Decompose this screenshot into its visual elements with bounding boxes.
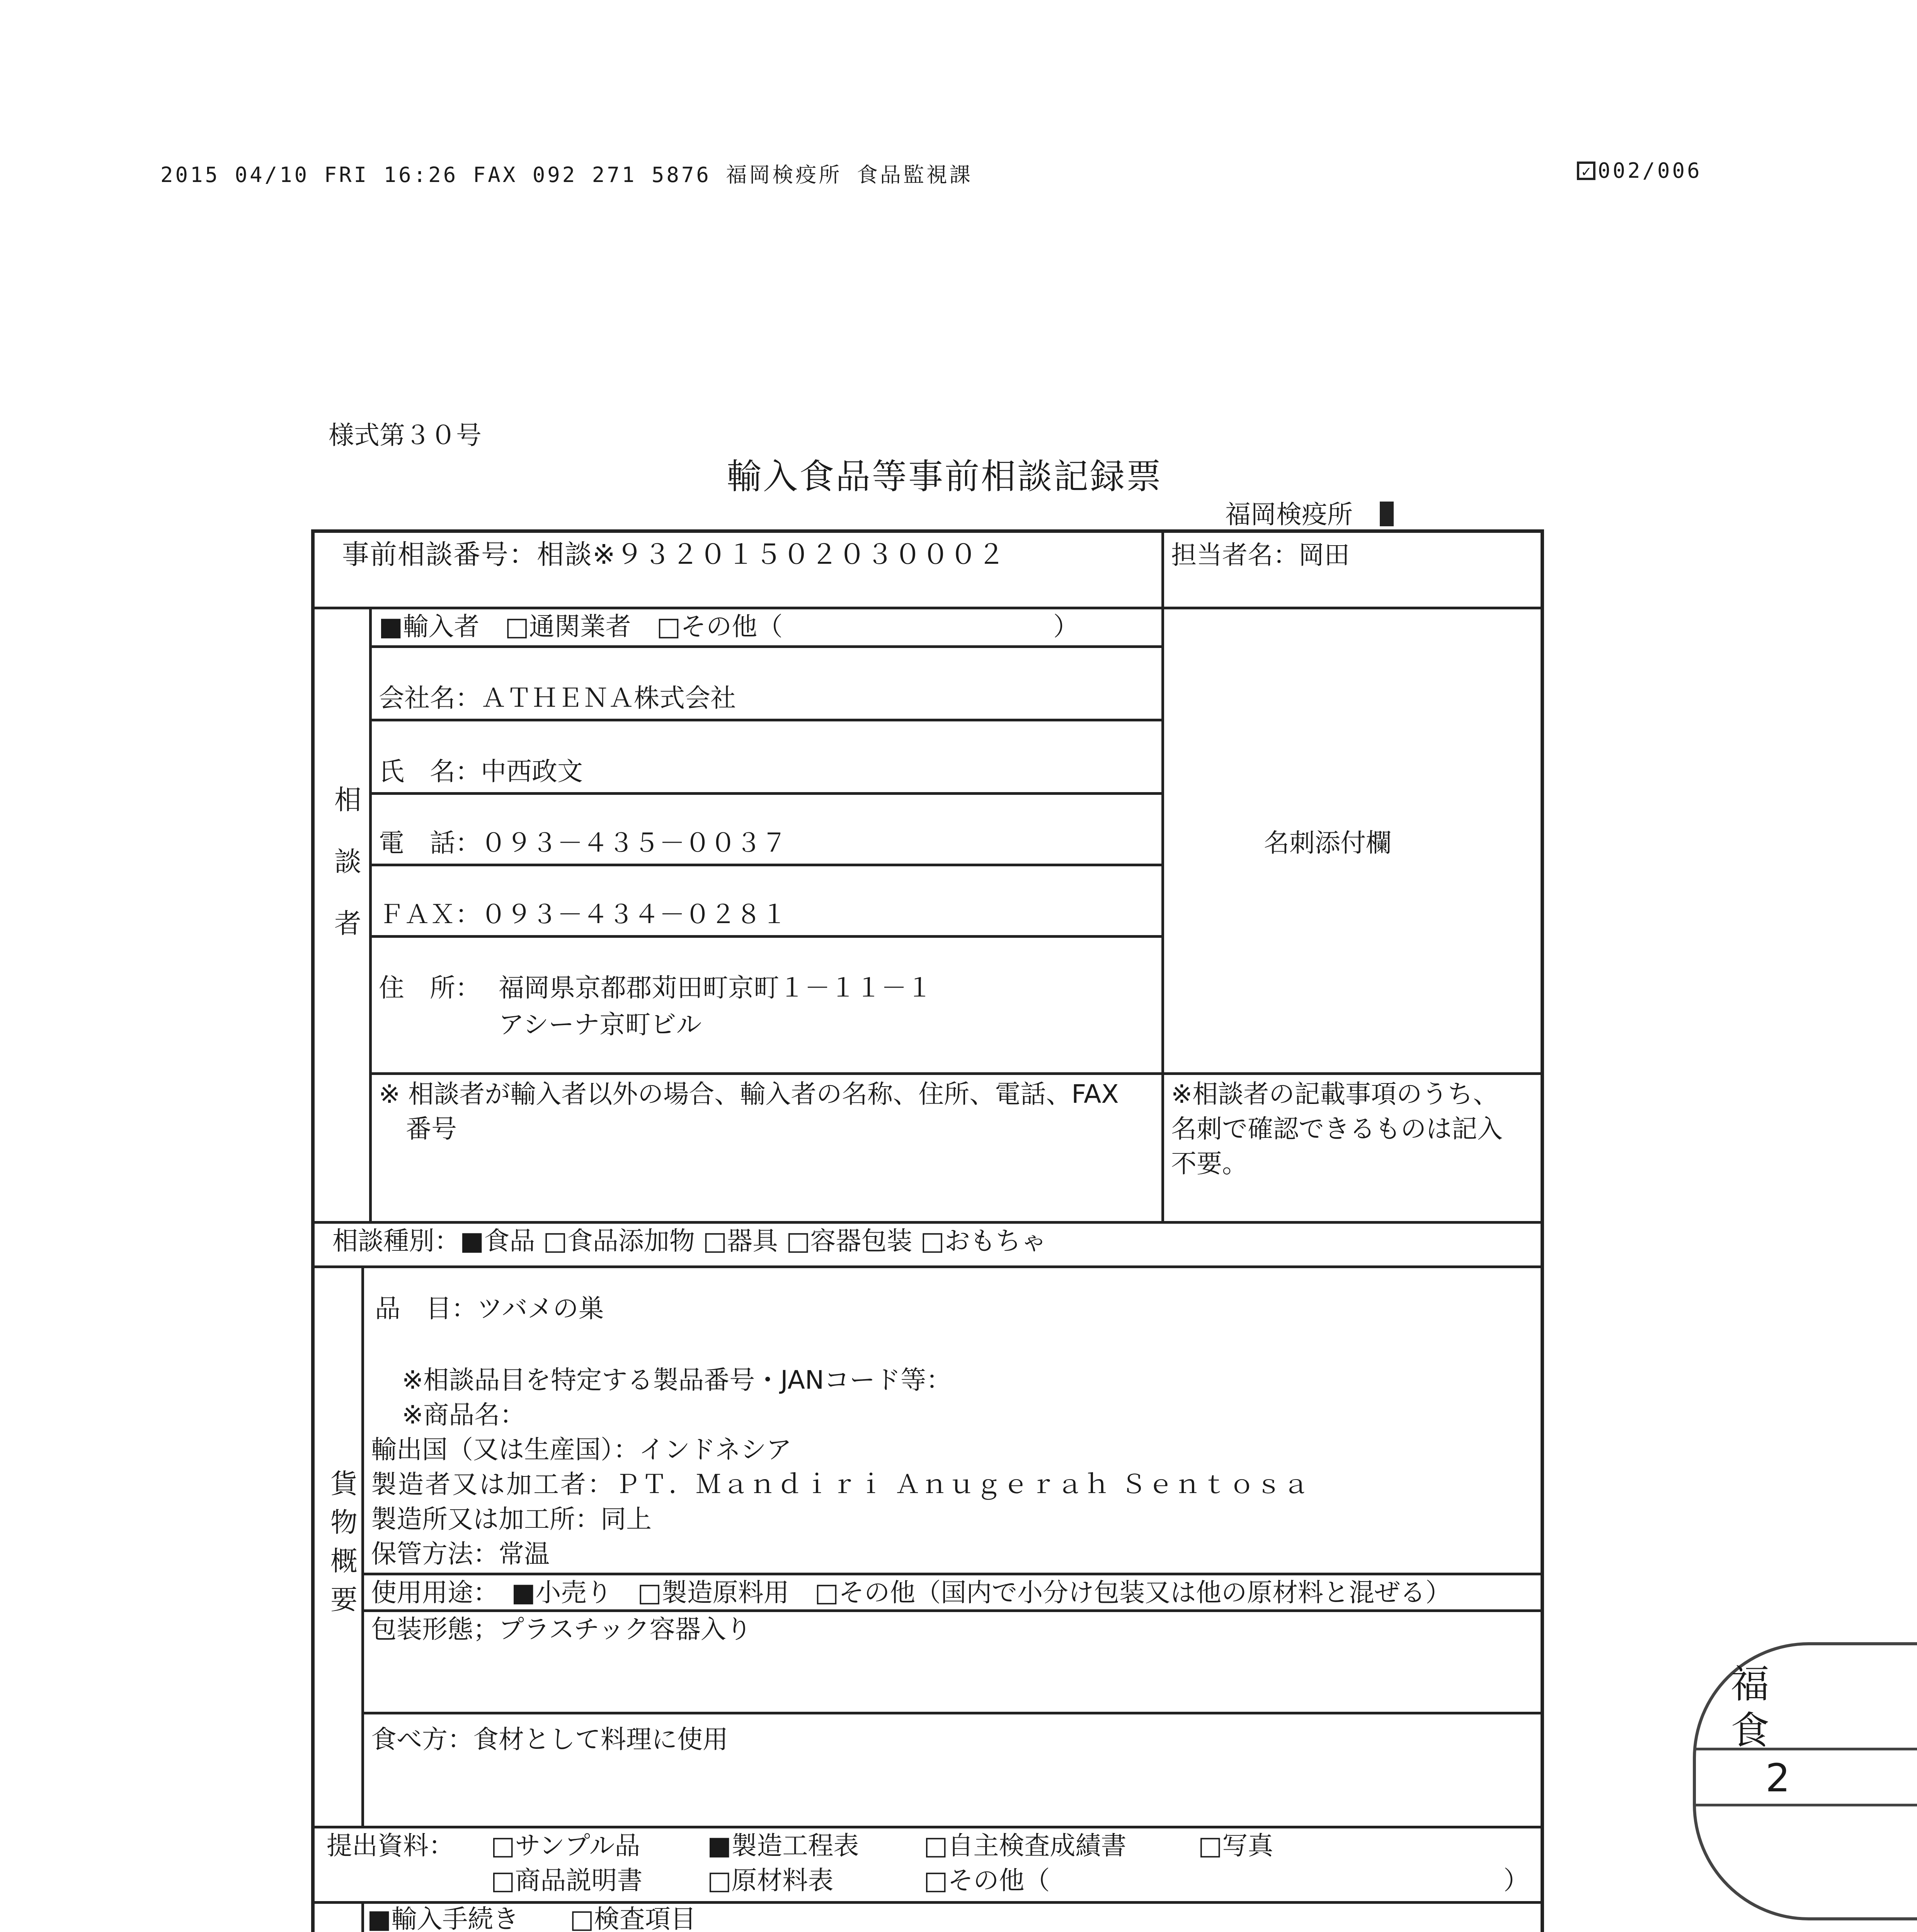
usage: 使用用途： ■小売り □製造原料用 □その他（国内で小分け包装又は他の原材料と混ぜる）	[371, 1578, 1451, 1607]
material-other: □その他（	[924, 1866, 1050, 1895]
edge-stamp-char: 福	[1731, 1662, 1769, 1707]
office-mark	[1380, 502, 1394, 526]
fax-header-line: 2015 04/10 FRI 16:26 FAX 092 271 5876 福岡検疫所 食品監視課	[160, 163, 973, 187]
office-name	[1225, 498, 1394, 531]
material-inspection-report: □自主検査成績書	[924, 1831, 1127, 1861]
eating-method: 食べ方：食材として料理に使用	[371, 1725, 728, 1754]
manufacturer: 製造者又は加工者：ＰＴ．Ｍａｎｄｉｒｉ Ａｎｕｇｅｒａｈ Ｓｅｎｔｏｓａ	[371, 1469, 1310, 1499]
edge-stamp	[1693, 1642, 1917, 1920]
product-code-note: ※相談品目を特定する製品番号・JANコード等：	[402, 1365, 952, 1395]
phone-number: 電 話：０９３－４３５－００３７	[379, 828, 787, 858]
consult-category: 相談種別：■食品 □食品添加物 □器具 □容器包装 □おもちゃ	[332, 1226, 1047, 1256]
importer-note: ※ 相談者が輸入者以外の場合、輸入者の名称、住所、電話、FAX	[379, 1079, 1119, 1109]
product-name-label: ※商品名：	[402, 1400, 526, 1430]
side-char: 概	[330, 1545, 358, 1577]
packaging: 包装形態；プラスチック容器入り	[371, 1614, 752, 1644]
company-name: 会社名：ＡＴＨＥＮＡ株式会社	[379, 683, 736, 713]
form-title: 輸入食品等事前相談記録票	[727, 456, 1163, 497]
export-country: 輸出国（又は生産国）：インドネシア	[371, 1435, 792, 1464]
fax-check-icon: ✓	[1577, 162, 1595, 180]
office-label: 福岡検疫所	[1225, 500, 1353, 529]
side-char: 相	[334, 784, 361, 816]
business-card-label: 名刺添付欄	[1264, 828, 1391, 858]
card-note-3: 不要。	[1171, 1149, 1248, 1179]
address-line-2: アシーナ京町ビル	[499, 1010, 702, 1039]
edge-stamp-char: 食	[1731, 1708, 1769, 1753]
storage-method: 保管方法：常温	[371, 1539, 550, 1569]
materials-label: 提出資料：	[327, 1831, 454, 1861]
card-note-2: 名刺で確認できるものは記入	[1171, 1114, 1503, 1144]
side-char: 要	[330, 1584, 358, 1616]
consultant-side-label	[332, 781, 363, 943]
material-photo: □写真	[1198, 1831, 1273, 1861]
address-line-1: 福岡県京都郡苅田町京町１－１１－１	[499, 973, 932, 1003]
material-ingredients: □原材料表	[707, 1866, 834, 1895]
side-char: 者	[334, 908, 361, 939]
material-sample: □サンプル品	[491, 1831, 640, 1861]
address-label: 住 所：	[379, 973, 481, 1003]
form-number: 様式第３０号	[329, 420, 482, 450]
edge-stamp-char: 2	[1765, 1755, 1790, 1801]
role-close: ）	[1053, 612, 1079, 641]
fax-number: ＦＡＸ：０９３－４３４－０２８１	[379, 900, 787, 929]
material-process-chart: ■製造工程表	[707, 1831, 859, 1861]
fax-page-number: 002/006	[1598, 158, 1702, 183]
factory: 製造所又は加工所：同上	[371, 1504, 652, 1534]
goods-item: 品 目：ツバメの巣	[375, 1294, 604, 1323]
fax-page-counter	[1577, 158, 1702, 183]
consultant-role	[379, 611, 1079, 643]
material-description: □商品説明書	[491, 1866, 643, 1895]
role-options: ■輸入者 □通関業者 □その他（	[379, 612, 783, 641]
goods-side-label	[329, 1464, 359, 1619]
side-char: 貨	[330, 1468, 358, 1500]
material-other-close: ）	[1503, 1866, 1529, 1895]
person-name: 氏 名：中西政文	[379, 757, 583, 786]
importer-note-2: 番号	[406, 1114, 457, 1144]
consult-number: 事前相談番号：相談※９３２０１５０２０３０００２	[342, 539, 1006, 570]
side-char: 物	[330, 1507, 358, 1538]
staff-name: 担当者名：岡田	[1171, 540, 1350, 570]
content-line-1: ■輸入手続き □検査項目	[367, 1904, 696, 1932]
card-note-1: ※相談者の記載事項のうち、	[1171, 1079, 1499, 1109]
side-char: 談	[334, 846, 361, 878]
